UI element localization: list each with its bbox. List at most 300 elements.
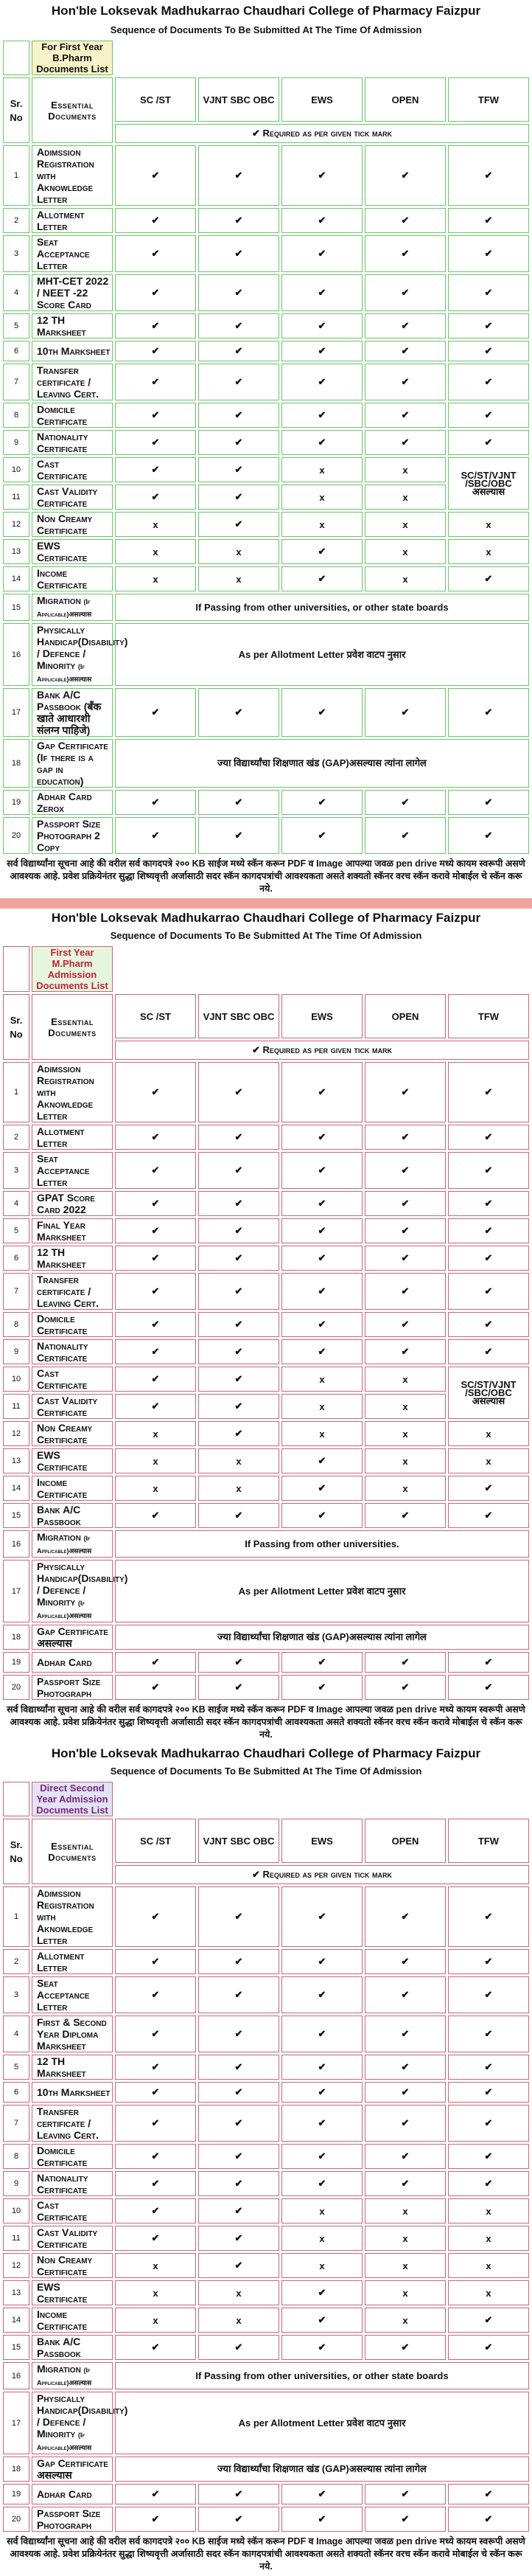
- row-number: 20: [3, 817, 29, 854]
- table-row: [3, 2016, 529, 2052]
- cross-mark-open: x: [365, 539, 446, 564]
- tick-mark-ews: ✔: [281, 1652, 363, 1673]
- document-cell: [32, 1503, 113, 1528]
- document-name: Income Certificate: [37, 1476, 88, 1500]
- section-title: First Year M.Pharm Admission Documents List: [32, 946, 113, 992]
- if-applicable-note: (If Applicable)असल्यास: [37, 2367, 92, 2386]
- section-divider: [0, 898, 532, 909]
- tick-mark-open: ✔: [365, 2016, 446, 2052]
- table-row: [3, 1886, 529, 1947]
- document-cell: [32, 1218, 113, 1243]
- cross-mark-open: x: [365, 2280, 446, 2305]
- tick-mark-vjnt: ✔: [198, 1394, 279, 1419]
- table-row: [3, 1218, 529, 1243]
- document-cell: [32, 1273, 113, 1310]
- document-name: Adimssion Registration with Aknowledge Letter: [37, 1887, 94, 1946]
- caste-tfw-note: SC/ST/VJNT /SBC/OBC असल्यास: [448, 1367, 529, 1419]
- tick-mark-ews: ✔: [281, 1125, 363, 1150]
- bpharm-documents-table: [1, 38, 531, 856]
- tick-mark-open: ✔: [365, 1886, 446, 1947]
- table-row: [3, 1448, 529, 1473]
- table-row: [3, 512, 529, 537]
- row-number: 20: [3, 2507, 29, 2532]
- tick-mark-vjnt: ✔: [198, 2082, 279, 2103]
- row-number: 1: [3, 1886, 29, 1947]
- document-name: Physically Handicap(Disability) / Defence / Minority: [37, 624, 128, 671]
- document-name: 12 TH Marksheet: [37, 2055, 86, 2079]
- tick-mark-sc: ✔: [115, 364, 196, 400]
- table-row: [3, 274, 529, 311]
- category-header-open: OPEN: [365, 77, 446, 122]
- tick-mark-tfw: ✔: [448, 1273, 529, 1310]
- table-row: [3, 364, 529, 400]
- tick-mark-sc: ✔: [115, 1949, 196, 1974]
- tick-mark-ews: ✔: [281, 817, 363, 854]
- tick-mark-ews: ✔: [281, 1218, 363, 1243]
- tick-mark-vjnt: ✔: [198, 1312, 279, 1337]
- category-header-ews: EWS: [281, 77, 363, 122]
- cross-mark-sc: x: [115, 1476, 196, 1501]
- tick-mark-tfw: ✔: [448, 1312, 529, 1337]
- table-row: [3, 1625, 529, 1650]
- cross-mark-open: x: [365, 566, 446, 591]
- tick-mark-ews: ✔: [281, 1675, 363, 1700]
- row-number: 13: [3, 2280, 29, 2305]
- category-header-tfw: TFW: [448, 1819, 529, 1863]
- tick-mark-open: ✔: [365, 2507, 446, 2532]
- row-number: 7: [3, 2105, 29, 2142]
- table-row: [3, 1125, 529, 1150]
- document-name: Domicile Certificate: [37, 403, 88, 427]
- tick-mark-ews: ✔: [281, 790, 363, 815]
- tick-mark-ews: ✔: [281, 1152, 363, 1189]
- tick-mark-tfw: ✔: [448, 2144, 529, 2169]
- row-number: 12: [3, 512, 29, 537]
- cross-mark-ews: x: [281, 1421, 363, 1446]
- document-name: Bank A/C Passbook: [37, 1504, 81, 1527]
- row-number: 3: [3, 235, 29, 272]
- tick-mark-ews: ✔: [281, 688, 363, 737]
- document-cell: [32, 739, 113, 788]
- document-name: Nationality Certificate: [37, 431, 88, 454]
- cross-mark-vjnt: x: [198, 539, 279, 564]
- row-number: 7: [3, 1273, 29, 1310]
- tick-mark-vjnt: ✔: [198, 1125, 279, 1150]
- table-row: [3, 566, 529, 591]
- document-name: Migration: [37, 2363, 81, 2375]
- tick-mark-vjnt: ✔: [198, 1273, 279, 1310]
- table-row: [3, 2362, 529, 2389]
- essential-documents-header: Essential Documents: [32, 77, 113, 143]
- tick-mark-tfw: ✔: [448, 688, 529, 737]
- row-number: 17: [3, 688, 29, 737]
- row-number: 4: [3, 274, 29, 311]
- tick-mark-ews: ✔: [281, 2484, 363, 2504]
- cross-mark-ews: x: [281, 1394, 363, 1419]
- document-name: Gap Certificate असल्यास: [37, 1625, 108, 1649]
- tick-mark-ews: ✔: [281, 1503, 363, 1528]
- document-cell: [32, 457, 113, 482]
- row-number: 2: [3, 1125, 29, 1150]
- document-cell: [32, 403, 113, 428]
- document-cell: [32, 1152, 113, 1189]
- document-name: Non Creamy Certificate: [37, 1422, 93, 1445]
- tick-mark-open: ✔: [365, 2335, 446, 2360]
- document-cell: [32, 2507, 113, 2532]
- document-cell: [32, 2335, 113, 2360]
- if-applicable-note: (If Applicable)असल्यास: [37, 663, 92, 683]
- row-number: 16: [3, 2362, 29, 2389]
- row-number: 15: [3, 2335, 29, 2360]
- tick-mark-sc: ✔: [115, 1367, 196, 1392]
- tick-mark-tfw: ✔: [448, 274, 529, 311]
- tick-mark-sc: ✔: [115, 1273, 196, 1310]
- document-name: Passport Size Photograph: [37, 2507, 101, 2531]
- table-row: [3, 2198, 529, 2223]
- document-name: Allotment Letter: [37, 209, 85, 232]
- tick-mark-tfw: ✔: [448, 1152, 529, 1189]
- table-row: [3, 1530, 529, 1558]
- category-header-vjnt: VJNT SBC OBC: [198, 1819, 279, 1863]
- document-cell: [32, 1125, 113, 1150]
- document-name: Transfer certificate / Leaving Cert.: [37, 2105, 99, 2141]
- row-number: 17: [3, 2392, 29, 2454]
- document-cell: [32, 1421, 113, 1446]
- tick-mark-open: ✔: [365, 1191, 446, 1216]
- document-cell: [32, 1652, 113, 1673]
- cross-mark-sc: x: [115, 539, 196, 564]
- table-row: [3, 2055, 529, 2080]
- table-row: [3, 1476, 529, 1501]
- document-cell: [32, 1675, 113, 1700]
- tick-mark-sc: ✔: [115, 341, 196, 361]
- tick-mark-vjnt: ✔: [198, 235, 279, 272]
- tick-mark-open: ✔: [365, 2055, 446, 2080]
- document-name: Income Certificate: [37, 567, 88, 591]
- document-cell: [32, 817, 113, 854]
- tick-mark-ews: ✔: [281, 1312, 363, 1337]
- tick-mark-ews: ✔: [281, 2082, 363, 2103]
- span-note: As per Allotment Letter प्रवेश वाटप नुसार: [115, 2392, 529, 2454]
- tick-mark-ews: ✔: [281, 1246, 363, 1271]
- document-cell: [32, 2016, 113, 2052]
- table-row: [3, 341, 529, 361]
- tick-mark-tfw: ✔: [448, 1246, 529, 1271]
- tick-mark-sc: ✔: [115, 2335, 196, 2360]
- tick-mark-sc: ✔: [115, 1246, 196, 1271]
- document-cell: [32, 2105, 113, 2142]
- row-number: 12: [3, 2253, 29, 2278]
- tick-mark-tfw: ✔: [448, 1886, 529, 1947]
- table-row: [3, 1367, 529, 1392]
- tick-mark-open: ✔: [365, 145, 446, 206]
- header-row: [3, 77, 529, 122]
- tick-mark-vjnt: ✔: [198, 2055, 279, 2080]
- tick-mark-open: ✔: [365, 1675, 446, 1700]
- tick-mark-ews: ✔: [281, 566, 363, 591]
- tick-mark-sc: ✔: [115, 1125, 196, 1150]
- table-row: [3, 2280, 529, 2305]
- tick-mark-vjnt: ✔: [198, 2144, 279, 2169]
- scan-instructions: सर्व विद्यार्थ्यांना सूचना आहे की वरील सर्व कागदपत्रे २०० KB साईज मध्ये स्कॅन करून PDF व Image आपल्या जवळ pen drive मध्ये कायम स्वरूपी असणे आवश्यक आहे. प्रवेश प्रक्रियेनंतर सुद्धा शिष्यवृत्ती अर्जासाठी सदर स्कॅन कागदपत्रांची आवश्यकता असते शक्यतो स्कॅनर वरच स्कॅन करावे मोबाईल चे स्कॅन करू नये.: [7, 2536, 525, 2572]
- table-row: [3, 2457, 529, 2482]
- table-row: [3, 1273, 529, 1310]
- cross-mark-open: x: [365, 2198, 446, 2223]
- document-cell: [32, 430, 113, 455]
- tick-mark-sc: ✔: [115, 2484, 196, 2504]
- tick-mark-open: ✔: [365, 1218, 446, 1243]
- table-row: [3, 1652, 529, 1673]
- cross-mark-vjnt: x: [198, 2280, 279, 2305]
- tick-mark-vjnt: ✔: [198, 2198, 279, 2223]
- tick-mark-ews: ✔: [281, 1062, 363, 1122]
- tick-mark-sc: ✔: [115, 208, 196, 233]
- cross-mark-vjnt: x: [198, 1476, 279, 1501]
- document-cell: [32, 2253, 113, 2278]
- tick-mark-ews: ✔: [281, 1191, 363, 1216]
- cross-mark-sc: x: [115, 2280, 196, 2305]
- caste-tfw-note: SC/ST/VJNT /SBC/OBC असल्यास: [448, 457, 529, 510]
- table-row: [3, 2105, 529, 2142]
- tick-mark-sc: ✔: [115, 1312, 196, 1337]
- table-row: [3, 1421, 529, 1446]
- document-name: Transfer certificate / Leaving Cert.: [37, 1274, 99, 1309]
- cross-mark-ews: x: [281, 1367, 363, 1392]
- document-cell: [32, 790, 113, 815]
- table-row: [3, 403, 529, 428]
- row-number: 16: [3, 623, 29, 686]
- document-cell: [32, 1062, 113, 1122]
- document-name: Seat Acceptance Letter: [37, 236, 90, 271]
- cross-mark-open: x: [365, 457, 446, 482]
- document-cell: [32, 235, 113, 272]
- table-row: [3, 790, 529, 815]
- document-cell: [32, 313, 113, 339]
- tick-mark-vjnt: ✔: [198, 1886, 279, 1947]
- tick-mark-open: ✔: [365, 2171, 446, 2196]
- tick-mark-ews: ✔: [281, 2055, 363, 2080]
- cross-mark-tfw: x: [448, 1448, 529, 1473]
- category-header-vjnt: VJNT SBC OBC: [198, 77, 279, 122]
- row-number: 6: [3, 1246, 29, 1271]
- tick-mark-vjnt: ✔: [198, 274, 279, 311]
- tick-mark-sc: ✔: [115, 1218, 196, 1243]
- sequence-subheading: Sequence of Documents To Be Submitted At The Time Of Admission: [110, 930, 422, 941]
- table-row: [3, 2392, 529, 2454]
- document-name: Adhar Card Zerox: [37, 791, 92, 814]
- category-header-sc: SC /ST: [115, 994, 196, 1038]
- document-name: 10th Marksheet: [37, 2086, 111, 2098]
- tick-mark-ews: ✔: [281, 145, 363, 206]
- tick-mark-vjnt: ✔: [198, 1218, 279, 1243]
- tick-mark-sc: ✔: [115, 235, 196, 272]
- cross-mark-vjnt: x: [198, 566, 279, 591]
- row-number: 10: [3, 457, 29, 482]
- tick-mark-open: ✔: [365, 688, 446, 737]
- tick-mark-tfw: ✔: [448, 403, 529, 428]
- document-name: Allotment Letter: [37, 1125, 85, 1149]
- table-row: [3, 2308, 529, 2333]
- document-cell: [32, 1976, 113, 2013]
- tick-mark-ews: ✔: [281, 364, 363, 400]
- table-row: [3, 1191, 529, 1216]
- scan-instructions: सर्व विद्यार्थ्यांना सूचना आहे की वरील सर्व कागदपत्रे २०० KB साईज मध्ये स्कॅन करून PDF व Image आपल्या जवळ pen drive मध्ये कायम स्वरूपी असणे आवश्यक आहे. प्रवेश प्रक्रियेनंतर सुद्धा शिष्यवृत्ती अर्जासाठी सदर स्कॅन कागदपत्रांची आवश्यकता असते शक्यतो स्कॅनर वरच स्कॅन करावे मोबाईल चे स्कॅन करू नये.: [7, 858, 525, 894]
- document-name: EWS Certificate: [37, 1449, 88, 1473]
- span-note: If Passing from other universities, or other state boards: [115, 2362, 529, 2389]
- category-header-ews: EWS: [281, 1819, 363, 1863]
- table-row: [3, 1339, 529, 1364]
- document-cell: [32, 2457, 113, 2482]
- document-cell: [32, 2362, 113, 2389]
- row-number: 10: [3, 2198, 29, 2223]
- tick-mark-ews: ✔: [281, 274, 363, 311]
- sequence-subheading: Sequence of Documents To Be Submitted At The Time Of Admission: [110, 1766, 422, 1777]
- tick-mark-sc: ✔: [115, 1062, 196, 1122]
- tick-mark-vjnt: ✔: [198, 1367, 279, 1392]
- tick-mark-tfw: ✔: [448, 2507, 529, 2532]
- document-cell: [32, 2308, 113, 2333]
- tick-mark-vjnt: ✔: [198, 512, 279, 537]
- tick-mark-open: ✔: [365, 790, 446, 815]
- document-name: Nationality Certificate: [37, 2172, 88, 2195]
- tick-mark-sc: ✔: [115, 430, 196, 455]
- document-name: Physically Handicap(Disability) / Defence / Minority: [37, 2392, 128, 2440]
- row-number: 5: [3, 313, 29, 339]
- row-number: 19: [3, 1652, 29, 1673]
- tick-mark-tfw: ✔: [448, 2484, 529, 2504]
- sr-no-header: Sr. No: [3, 77, 29, 143]
- cross-mark-sc: x: [115, 1421, 196, 1446]
- table-row: [3, 1152, 529, 1189]
- tick-mark-sc: ✔: [115, 1339, 196, 1364]
- tick-mark-ews: ✔: [281, 403, 363, 428]
- essential-documents-header: Essential Documents: [32, 994, 113, 1060]
- table-row: [3, 145, 529, 206]
- tick-mark-vjnt: ✔: [198, 2507, 279, 2532]
- category-header-vjnt: VJNT SBC OBC: [198, 994, 279, 1038]
- if-applicable-note: (If Applicable)असल्यास: [37, 1535, 92, 1555]
- scan-instructions: सर्व विद्यार्थ्यांना सूचना आहे की वरील सर्व कागदपत्रे २०० KB साईज मध्ये स्कॅन करून PDF व Image आपल्या जवळ pen drive मध्ये कायम स्वरूपी असणे आवश्यक आहे. प्रवेश प्रक्रियेनंतर सुद्धा शिष्यवृत्ती अर्जासाठी सदर स्कॅन कागदपत्रांची आवश्यकता असते शक्यतो स्कॅनर वरच स्कॅन करावे मोबाईल चे स्कॅन करू नये.: [7, 1704, 525, 1740]
- row-number: 20: [3, 1675, 29, 1700]
- cross-mark-sc: x: [115, 512, 196, 537]
- tick-mark-sc: ✔: [115, 457, 196, 482]
- tick-mark-sc: ✔: [115, 817, 196, 854]
- tick-mark-vjnt: ✔: [198, 1652, 279, 1673]
- tick-mark-vjnt: ✔: [198, 1339, 279, 1364]
- tick-mark-ews: ✔: [281, 2144, 363, 2169]
- span-note: ज्या विद्यार्थ्यांचा शिक्षणात खंड (GAP)असल्यास त्यांना लागेल: [115, 2457, 529, 2482]
- row-number: 13: [3, 1448, 29, 1473]
- if-applicable-note: (If Applicable)असल्यास: [37, 2431, 92, 2451]
- table-row: [3, 1246, 529, 1271]
- tick-mark-ews: ✔: [281, 2016, 363, 2052]
- required-note: ✔ Required as per given tick mark: [115, 124, 529, 143]
- tick-mark-tfw: ✔: [448, 790, 529, 815]
- tick-mark-ews: ✔: [281, 2280, 363, 2305]
- college-name: Hon'ble Loksevak Madhukarrao Chaudhari College of Pharmacy Faizpur: [51, 911, 481, 925]
- tick-mark-tfw: ✔: [448, 2105, 529, 2142]
- document-cell: [32, 1339, 113, 1364]
- tick-mark-vjnt: ✔: [198, 1062, 279, 1122]
- tick-mark-open: ✔: [365, 2105, 446, 2142]
- tick-mark-vjnt: ✔: [198, 2171, 279, 2196]
- tick-mark-sc: ✔: [115, 1976, 196, 2013]
- table-row: [3, 313, 529, 339]
- cross-mark-open: x: [365, 1448, 446, 1473]
- document-name: Nationality Certificate: [37, 1340, 88, 1364]
- span-note: As per Allotment Letter प्रवेश वाटप नुसार: [115, 1560, 529, 1622]
- row-number: 18: [3, 2457, 29, 2482]
- direct-second-year-section: [1, 1744, 531, 2576]
- cross-mark-open: x: [365, 512, 446, 537]
- document-name: Non Creamy Certificate: [37, 513, 93, 536]
- tick-mark-tfw: ✔: [448, 2016, 529, 2052]
- table-row: [3, 1560, 529, 1622]
- row-number: 6: [3, 2082, 29, 2103]
- tick-mark-tfw: ✔: [448, 2308, 529, 2333]
- tick-mark-sc: ✔: [115, 1503, 196, 1528]
- tick-mark-tfw: ✔: [448, 2055, 529, 2080]
- document-cell: [32, 1191, 113, 1216]
- cross-mark-tfw: x: [448, 2280, 529, 2305]
- sequence-subheading: Sequence of Documents To Be Submitted At The Time Of Admission: [110, 24, 422, 35]
- document-cell: [32, 2226, 113, 2251]
- cross-mark-tfw: x: [448, 2198, 529, 2223]
- document-name: Cast Validity Certificate: [37, 1395, 98, 1418]
- cross-mark-tfw: x: [448, 2226, 529, 2251]
- tick-mark-tfw: ✔: [448, 817, 529, 854]
- document-cell: [32, 566, 113, 591]
- header-row: [3, 1819, 529, 1863]
- tick-mark-vjnt: ✔: [198, 430, 279, 455]
- row-number: 14: [3, 566, 29, 591]
- row-number: 13: [3, 539, 29, 564]
- document-name: Allotment Letter: [37, 1950, 85, 1973]
- cross-mark-tfw: x: [448, 1421, 529, 1446]
- row-number: 11: [3, 485, 29, 510]
- essential-documents-header: Essential Documents: [32, 1819, 113, 1884]
- row-number: 18: [3, 1625, 29, 1650]
- table-row: [3, 1675, 529, 1700]
- table-row: [3, 1312, 529, 1337]
- tick-mark-ews: ✔: [281, 2308, 363, 2333]
- row-number: 2: [3, 1949, 29, 1974]
- tick-mark-tfw: ✔: [448, 1062, 529, 1122]
- cross-mark-ews: x: [281, 2226, 363, 2251]
- document-name: Seat Acceptance Letter: [37, 1977, 90, 2013]
- document-name: Migration: [37, 594, 81, 606]
- row-number: 4: [3, 2016, 29, 2052]
- cross-mark-tfw: x: [448, 512, 529, 537]
- tick-mark-sc: ✔: [115, 145, 196, 206]
- tick-mark-sc: ✔: [115, 2144, 196, 2169]
- tick-mark-open: ✔: [365, 1503, 446, 1528]
- document-cell: [32, 623, 128, 686]
- document-cell: [32, 1886, 113, 1947]
- document-cell: [32, 2171, 113, 2196]
- tick-mark-vjnt: ✔: [198, 2226, 279, 2251]
- document-name: Non Creamy Certificate: [37, 2254, 93, 2277]
- tick-mark-vjnt: ✔: [198, 2484, 279, 2504]
- cross-mark-ews: x: [281, 512, 363, 537]
- document-name: Cast Certificate: [37, 1367, 88, 1391]
- tick-mark-tfw: ✔: [448, 2082, 529, 2103]
- row-number: 17: [3, 1560, 29, 1622]
- row-number: 5: [3, 1218, 29, 1243]
- span-note: ज्या विद्यार्थ्यांचा शिक्षणात खंड (GAP)असल्यास त्यांना लागेल: [115, 739, 529, 788]
- row-number: 4: [3, 1191, 29, 1216]
- row-number: 14: [3, 2308, 29, 2333]
